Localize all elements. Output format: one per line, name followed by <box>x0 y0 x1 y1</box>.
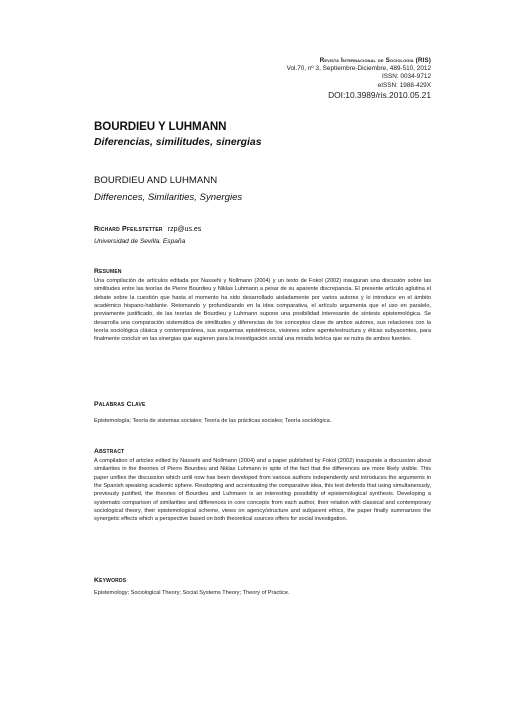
title-spanish: BOURDIEU Y LUHMANN <box>94 120 227 133</box>
subtitle-spanish: Diferencias, similitudes, sinergias <box>94 137 262 148</box>
palabras-clave-heading: Palabras Clave <box>94 401 146 408</box>
author-affiliation: Universidad de Sevilla. España <box>94 238 186 245</box>
journal-issn: ISSN: 0034-9712 <box>381 73 431 81</box>
journal-eissn: eISSN: 1988-429X <box>377 81 431 89</box>
keywords-text: Epistemology; Sociological Theory; Social Systems Theory; Theory of Practice. <box>94 590 290 596</box>
resumen-text: Una compilación de artículos editada por Nassehi y Nollmann (2004) y un texto de Fokol (2002) inauguran una discusión sobre las similitudes entre las teorías de Pierre Bourdieu y Niklas Luhmann a pesar de su aparente discrepancia. El presente artículo aglutina el debate sobre la cuestión que hasta el momento ha sido desarrollado aisladamente por varios autores y lo introduce en el ámbito académico hispano-hablante. Retomando y profundizando en la idea comparativa, el artículo argumenta que el uso en paralelo, previamente justificado, de las teorías de Bourdieu y Luhmann supone una posibilidad interesante de síntesis epistemológica. Se desarrolla una comparación sistemática de similitudes y diferencias de los conceptos clave de ambos autores, sus relaciones con la teoría sociológica clásica y contemporánea, sus esquemas epistémicos, visiones sobre agente/estructura y éticas subyacentes, para finalmente concluir en las sinergias que sugieren para la investigación social una mirada teórica que se nutra de ambos fuentes. <box>94 278 431 343</box>
author-email[interactable]: rzp@us.es <box>167 226 202 233</box>
abstract-text: A compilation of articles edited by Nassehi and Nollmann (2004) and a paper published by Fokol (2002) inaugurate a discussion about similarities in the theories of Pierre Bourdieu and Niklas Luhmann in spite of the fact that the differences are more likely visible. This paper unifies the discussion which until now has been developed from various authors independently and introduces the arguments in the Spanish speaking academic sphere. Resdopting and accentuating the comparative idea, this text defends that using simultaneously, previously justified, the theories of Bourdieu and Luhmann is an interesting possibility of epistemological synthesis. Developing a systematic comparison of similarities and differences in core concepts from each author, their relation with classical and contemporary sociological theory, their epistemological scheme, views on agency/structure and subjacent ethics, the paper finally summarizes the synergetic effects which a perspective based on both theoretical sources offers for social investigation. <box>94 458 431 523</box>
journal-volume: Vol.70, nº 3, Septiembre-Diciembre, 489-510, 2012 <box>286 65 431 73</box>
resumen-heading: Resumen <box>94 268 122 275</box>
title-english: BOURDIEU AND LUHMANN <box>94 175 218 186</box>
journal-name: Revista Internacional de Sociología (RIS) <box>319 57 431 64</box>
journal-header <box>287 57 431 101</box>
abstract-heading: Abstract <box>94 448 125 455</box>
subtitle-english: Differences, Similarities, Synergies <box>94 192 243 203</box>
author-line <box>94 226 201 233</box>
keywords-heading: Keywords <box>94 577 127 584</box>
journal-doi: DOI:10.3989/ris.2010.05.21 <box>328 89 431 100</box>
palabras-clave-text: Epistemología; Teoría de sistemas sociales; Teoría de las prácticas sociales; Teoría sociológica. <box>94 418 332 424</box>
author-name: Richard Pfeilstetter <box>94 226 163 233</box>
